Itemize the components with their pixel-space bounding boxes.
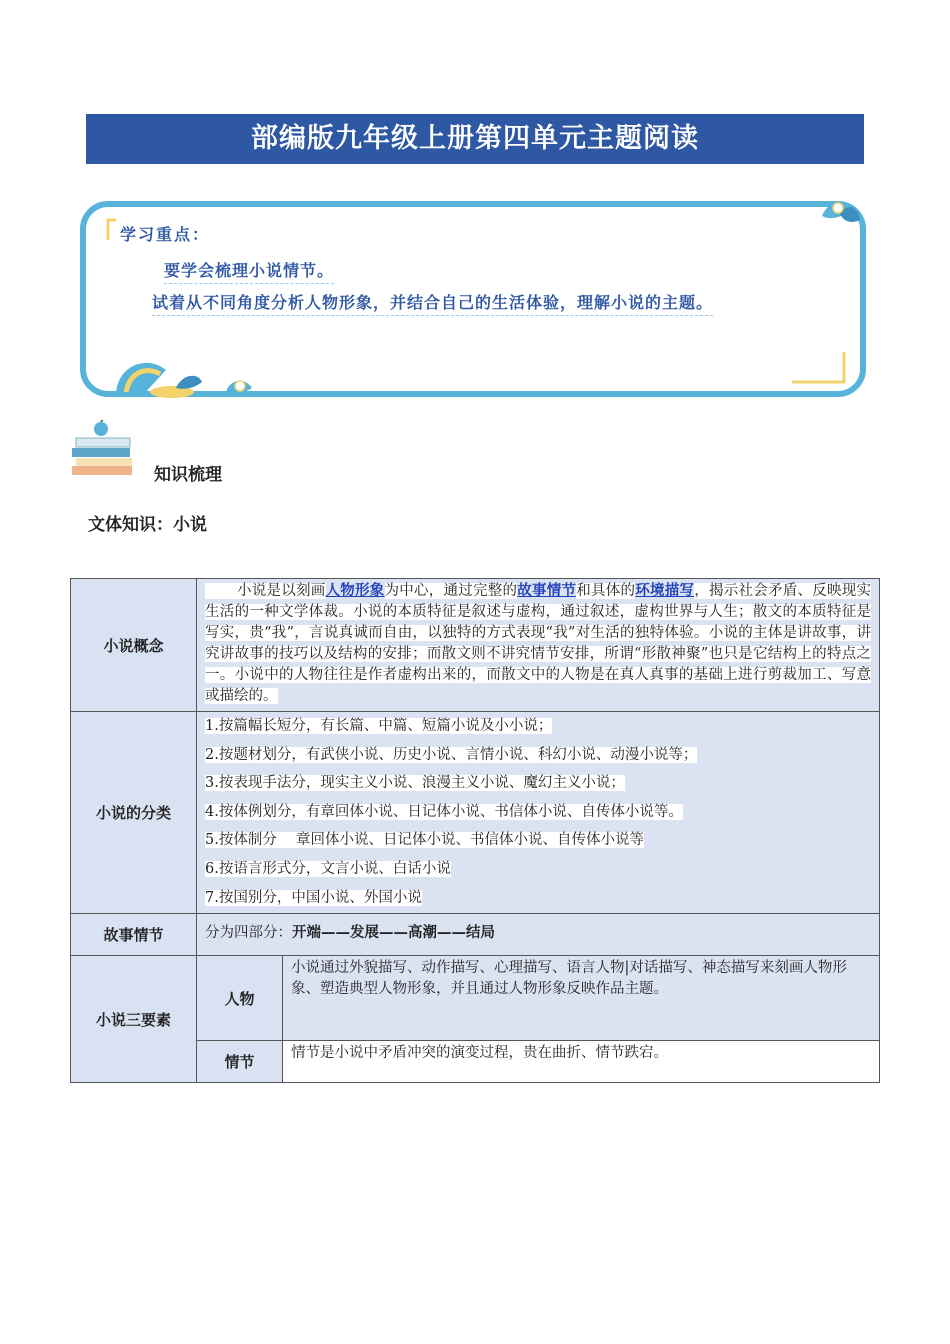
concept-part-4: ，揭示社会矛盾、反映现实生活的一种文学体裁。小说的本质特征是叙述与虚构，通过叙述，虚构世界与人生；散文的本质特征是写实，贵“我”，言说真诚而自由，以独特的方式表现“我”对生活的独特体验。小说的主体是讲故事，讲究讲故事的技巧以及结构的安排；而散文则不讲究情节安排，所谓“形散神聚”也只是它结构上的特点之一。小说中的人物往往是作者虚构出来的，而散文中的人物是在真人真事的基础上进行剪裁加工、写意或描绘的。: [205, 583, 871, 704]
concept-part-2: 为中心，通过完整的: [384, 583, 518, 599]
table-row-character: [71, 956, 880, 1041]
classification-list: [197, 712, 880, 914]
list-item: 5.按体制分 章回体小说、日记体小说、书信体小说、自传体小说等: [205, 832, 644, 849]
element-text-character: 小说通过外貌描写、动作描写、心理描写、语言人物|对话描写、神态描写来刻画人物形象、塑造典型人物形象，并且通过人物形象反映作品主题。: [283, 956, 880, 1041]
section-title: 知识梳理: [154, 465, 222, 485]
row-label-concept: 小说概念: [71, 579, 197, 712]
study-focus-point-1: 要学会梳理小说情节。: [164, 258, 334, 284]
study-focus-title: 学习重点：: [120, 225, 211, 244]
plot-stages: 开端——发展——高潮——结局: [292, 925, 495, 941]
list-item: 4.按体例划分，有章回体小说、日记体小说、书信体小说、自传体小说等。: [205, 803, 683, 820]
element-label-plot: 情节: [197, 1041, 283, 1083]
umbrella-leaves-icon: [106, 352, 266, 402]
row-label-classification: 小说的分类: [71, 712, 197, 914]
page-banner-title: 部编版九年级上册第四单元主题阅读: [86, 114, 864, 164]
concept-part-1: 小说是以刻画: [237, 583, 326, 599]
concept-text: [197, 579, 880, 712]
list-item: 3.按表现手法分，现实主义小说、浪漫主义小说、魔幻主义小说；: [205, 775, 625, 792]
novel-knowledge-table: [70, 578, 880, 1083]
link-story-plot[interactable]: 故事情节: [517, 583, 577, 599]
element-label-character: 人物: [197, 956, 283, 1041]
corner-bracket-bottom-right-icon: [790, 350, 848, 386]
list-item: 1.按篇幅长短分，有长篇、中篇、短篇小说及小小说；: [205, 718, 553, 734]
plot-text: [197, 914, 880, 956]
table-row-plot: [71, 914, 880, 956]
table-row-concept: [71, 579, 880, 712]
concept-part-3: 和具体的: [576, 583, 636, 599]
plot-prefix: 分为四部分：: [205, 925, 292, 941]
books-apple-icon: [70, 420, 136, 476]
study-focus-point-2: 试着从不同角度分析人物形象，并结合自己的生活体验，理解小说的主题。: [152, 290, 713, 316]
link-environment[interactable]: 环境描写: [635, 583, 695, 599]
corner-bracket-top-left-icon: [104, 218, 118, 242]
leaf-flower-icon: [818, 196, 862, 230]
row-label-elements: 小说三要素: [71, 956, 197, 1083]
genre-subtitle: 文体知识：小说: [88, 515, 207, 535]
row-label-plot: 故事情节: [71, 914, 197, 956]
list-item: 7.按国别分，中国小说、外国小说: [205, 889, 422, 906]
link-character-image[interactable]: 人物形象: [325, 583, 385, 599]
element-text-plot: 情节是小说中矛盾冲突的演变过程，贵在曲折、情节跌宕。: [283, 1041, 880, 1083]
list-item: 2.按题材划分，有武侠小说、历史小说、言情小说、科幻小说、动漫小说等；: [205, 746, 698, 763]
table-row-classification: [71, 712, 880, 914]
list-item: 6.按语言形式分，文言小说、白话小说: [205, 860, 451, 877]
